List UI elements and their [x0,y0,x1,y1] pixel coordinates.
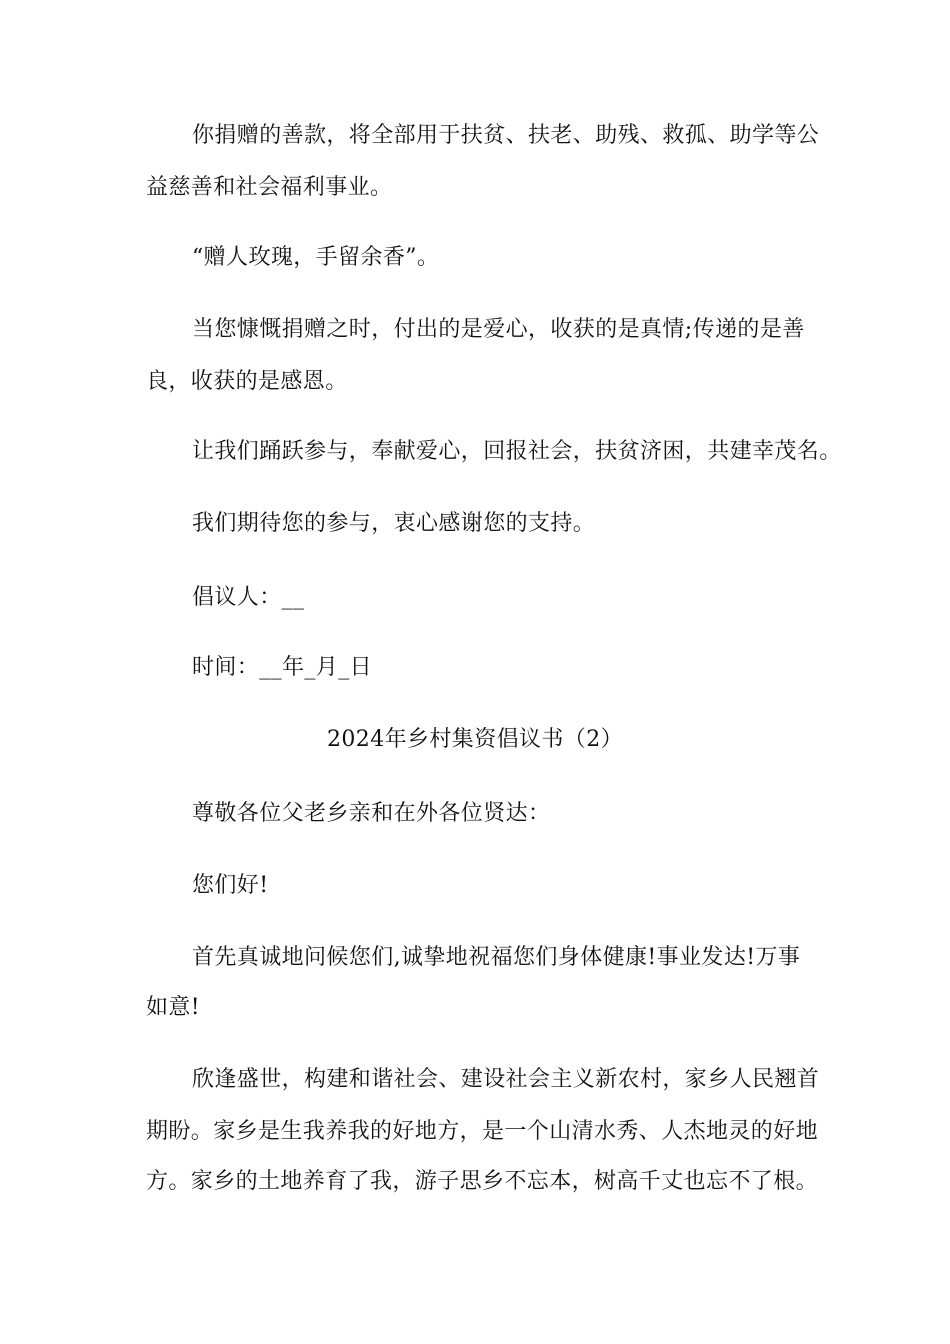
paragraph-generosity-line-1: 当您慷慨捐赠之时，付出的是爱心，收获的是真情;传递的是善 [192,317,805,342]
paragraph-wishes-line-2: 如意! [146,995,201,1020]
paragraph-call-to-action: 让我们踊跃参与，奉献爱心，回报社会，扶贫济困，共建幸茂名。 [192,439,842,464]
paragraph-donation-use-line-2: 益慈善和社会福利事业。 [146,175,393,200]
date-field: 时间：__年_月_日 [192,655,373,680]
greeting: 您们好! [192,873,269,898]
paragraph-hometown-line-2: 期盼。家乡是生我养我的好地方，是一个山清水秀、人杰地灵的好地 [146,1119,819,1144]
paragraph-quote: “赠人玫瑰，手留余香”。 [192,245,440,270]
paragraph-thanks: 我们期待您的参与，衷心感谢您的支持。 [192,511,596,536]
section-title: 2024年乡村集资倡议书（2） [327,727,623,752]
initiator-field: 倡议人：__ [192,585,305,610]
paragraph-wishes-line-1: 首先真诚地问候您们,诚挚地祝福您们身体健康!事业发达!万事 [192,945,801,970]
salutation: 尊敬各位父老乡亲和在外各位贤达： [192,801,551,826]
paragraph-generosity-line-2: 良，收获的是感恩。 [146,369,348,394]
paragraph-hometown-line-3: 方。家乡的土地养育了我，游子思乡不忘本，树高千丈也忘不了根。 [146,1169,819,1194]
paragraph-donation-use-line-1: 你捐赠的善款，将全部用于扶贫、扶老、助残、救孤、助学等公 [192,123,820,148]
paragraph-hometown-line-1: 欣逢盛世，构建和谐社会、建设社会主义新农村，家乡人民翘首 [192,1067,820,1092]
